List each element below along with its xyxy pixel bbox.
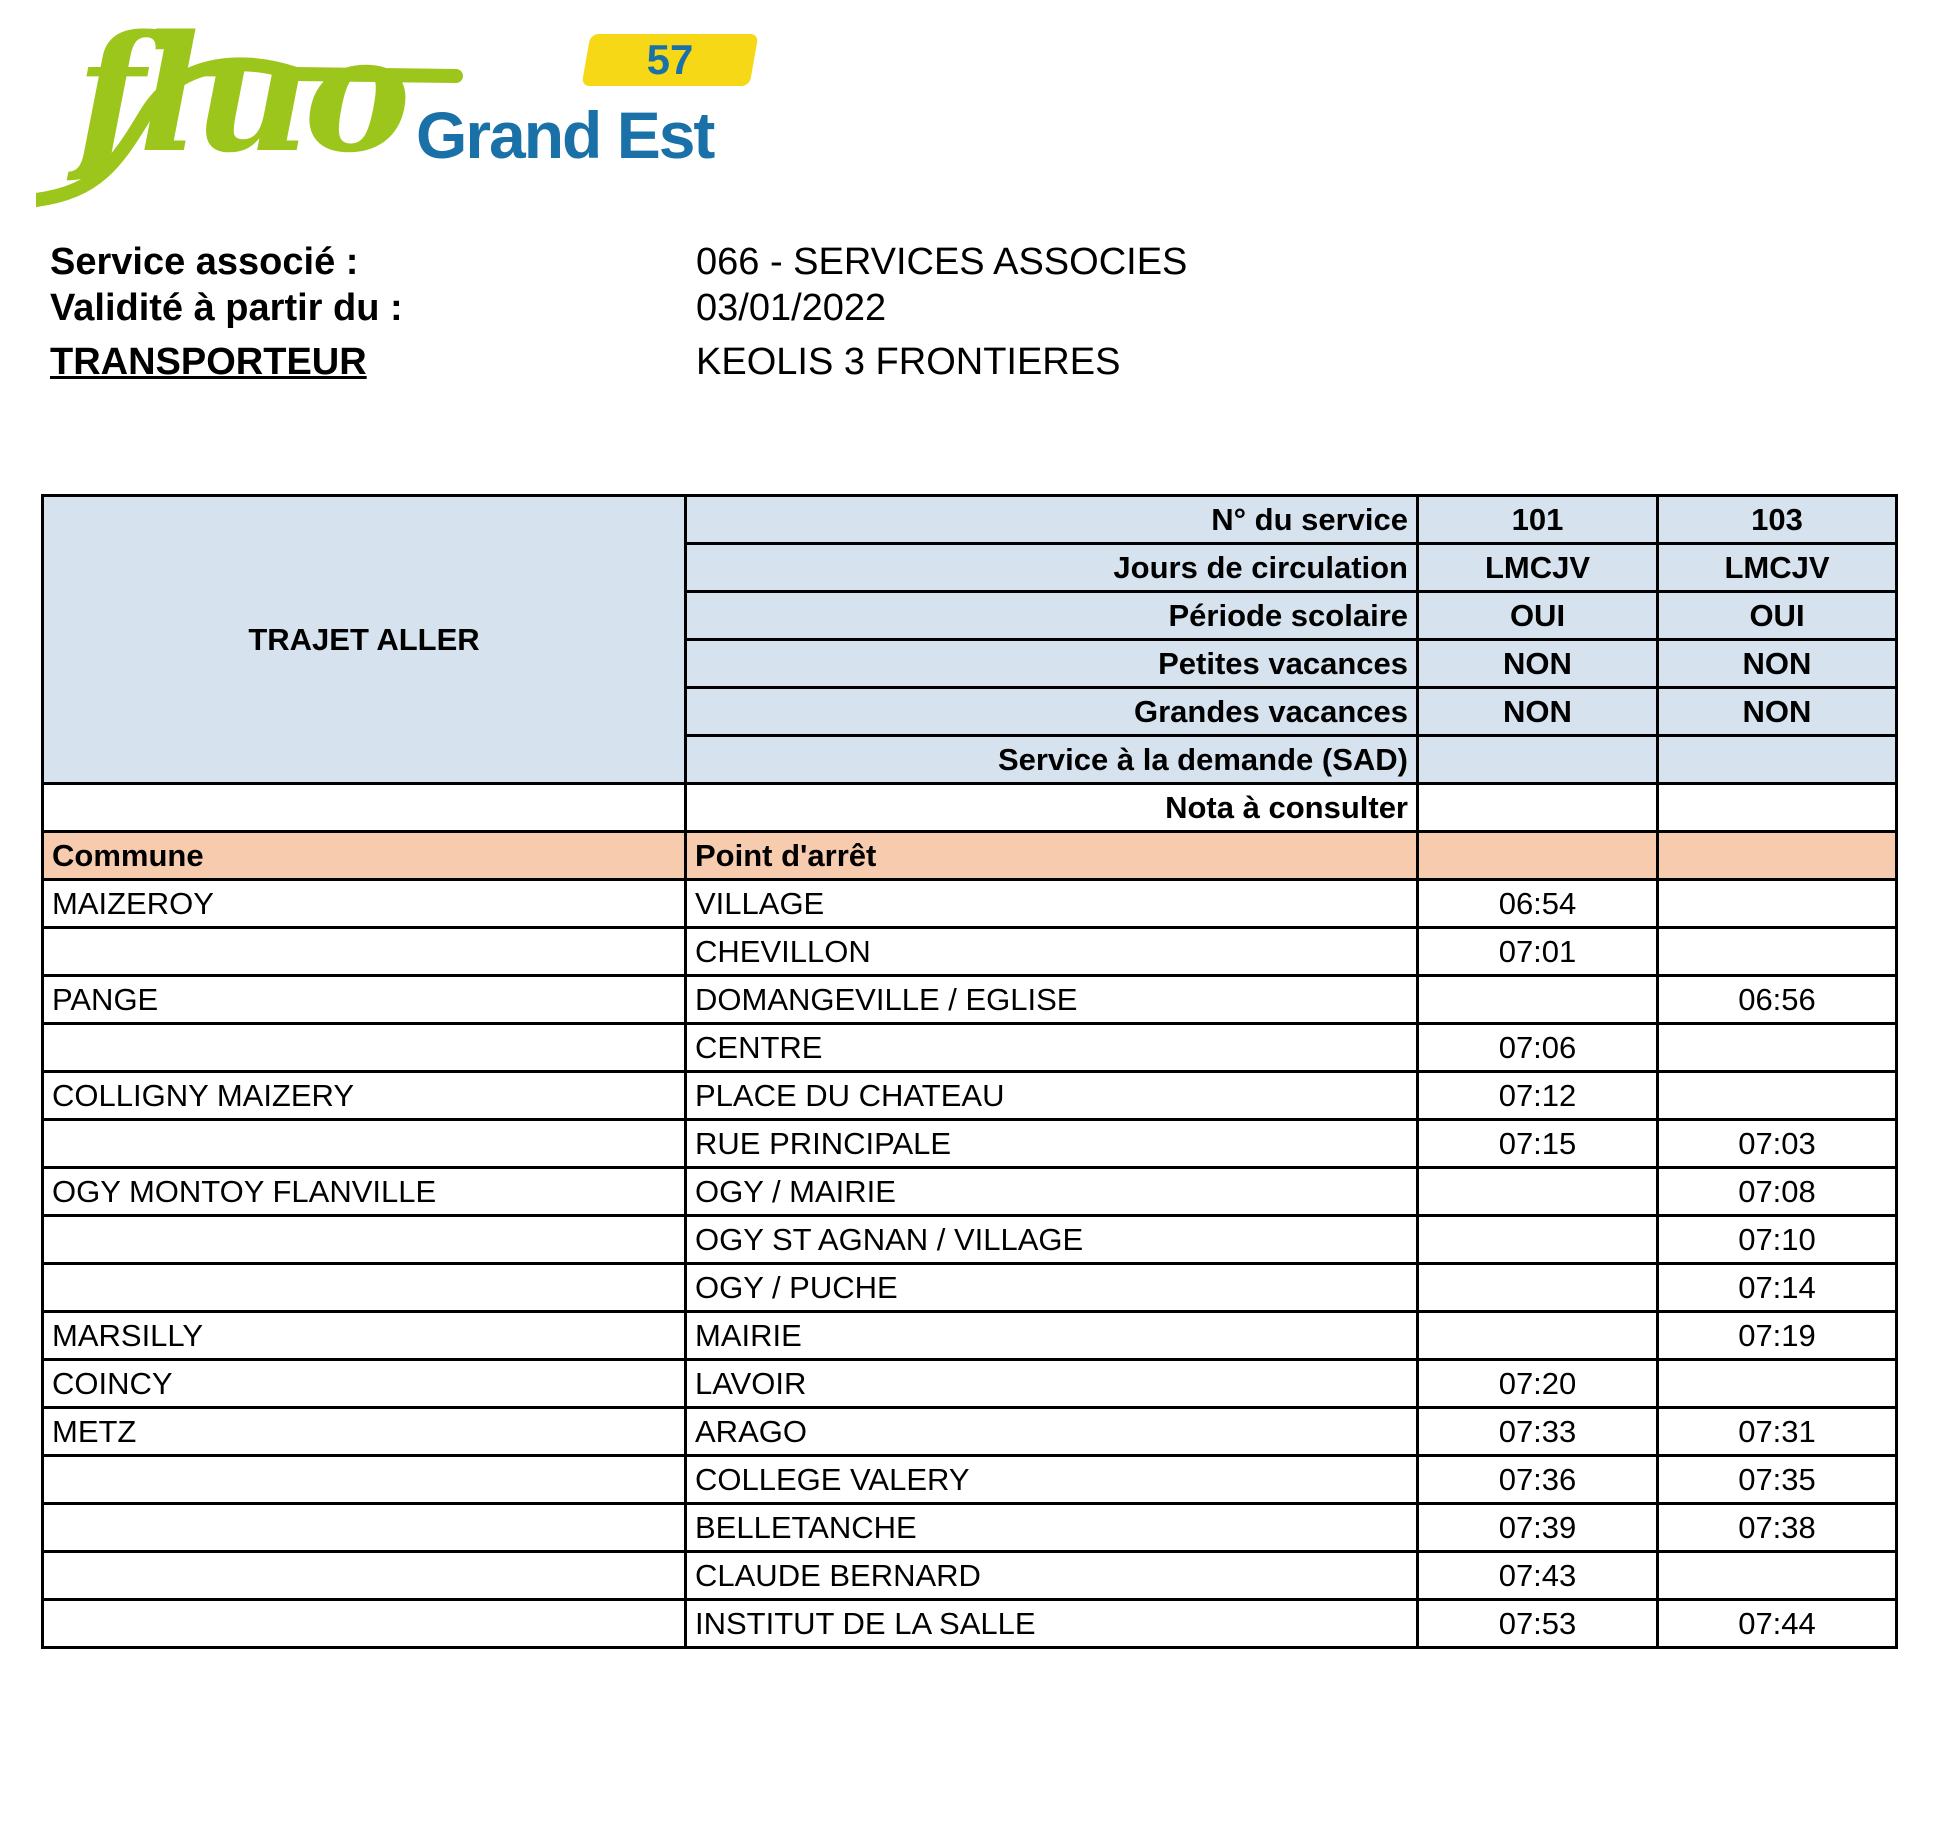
time-103-cell bbox=[1658, 928, 1897, 976]
nota-value-103 bbox=[1658, 784, 1897, 832]
time-101-cell: 07:15 bbox=[1418, 1120, 1658, 1168]
time-103-cell bbox=[1658, 1552, 1897, 1600]
time-103-cell bbox=[1658, 880, 1897, 928]
arret-cell: RUE PRINCIPALE bbox=[686, 1120, 1418, 1168]
time-103-cell: 07:38 bbox=[1658, 1504, 1897, 1552]
time-101-cell bbox=[1418, 1216, 1658, 1264]
transporteur-value: KEOLIS 3 FRONTIERES bbox=[696, 341, 1121, 383]
arret-cell: OGY ST AGNAN / VILLAGE bbox=[686, 1216, 1418, 1264]
commune-cell: METZ bbox=[43, 1408, 686, 1456]
header-value-103: NON bbox=[1658, 640, 1897, 688]
table-row bbox=[43, 1168, 1897, 1216]
commune-cell: MAIZEROY bbox=[43, 880, 686, 928]
fluo-grand-est-logo bbox=[36, 0, 736, 214]
header-value-103 bbox=[1658, 736, 1897, 784]
time-101-cell bbox=[1418, 1312, 1658, 1360]
commune-cell bbox=[43, 1600, 686, 1648]
time-101-cell bbox=[1418, 1168, 1658, 1216]
arret-cell: OGY / MAIRIE bbox=[686, 1168, 1418, 1216]
arret-cell: DOMANGEVILLE / EGLISE bbox=[686, 976, 1418, 1024]
commune-cell bbox=[43, 1552, 686, 1600]
table-row bbox=[43, 1216, 1897, 1264]
logo-grand-est-text: Grand Est bbox=[416, 98, 714, 172]
column-header-103 bbox=[1658, 832, 1897, 880]
commune-cell: MARSILLY bbox=[43, 1312, 686, 1360]
time-101-cell: 07:01 bbox=[1418, 928, 1658, 976]
trajet-cell: TRAJET ALLER bbox=[43, 496, 686, 784]
arret-cell: MAIRIE bbox=[686, 1312, 1418, 1360]
table-row bbox=[43, 1408, 1897, 1456]
time-103-cell: 07:31 bbox=[1658, 1408, 1897, 1456]
commune-cell bbox=[43, 928, 686, 976]
column-header-101 bbox=[1418, 832, 1658, 880]
time-103-cell: 06:56 bbox=[1658, 976, 1897, 1024]
time-101-cell: 07:20 bbox=[1418, 1360, 1658, 1408]
table-row bbox=[43, 1504, 1897, 1552]
header-value-101: LMCJV bbox=[1418, 544, 1658, 592]
header-row-service bbox=[43, 496, 1897, 544]
nota-row bbox=[43, 784, 1897, 832]
header-value-101: NON bbox=[1418, 688, 1658, 736]
header-value-101 bbox=[1418, 736, 1658, 784]
arret-cell: OGY / PUCHE bbox=[686, 1264, 1418, 1312]
header-value-101: 101 bbox=[1418, 496, 1658, 544]
commune-header: Commune bbox=[43, 832, 686, 880]
arret-header: Point d'arrêt bbox=[686, 832, 1418, 880]
arret-cell: VILLAGE bbox=[686, 880, 1418, 928]
table-row bbox=[43, 1264, 1897, 1312]
logo-fluo-text: fluo bbox=[76, 0, 405, 188]
nota-empty-cell bbox=[43, 784, 686, 832]
commune-cell: COLLIGNY MAIZERY bbox=[43, 1072, 686, 1120]
nota-value-101 bbox=[1418, 784, 1658, 832]
time-103-cell: 07:08 bbox=[1658, 1168, 1897, 1216]
arret-cell: BELLETANCHE bbox=[686, 1504, 1418, 1552]
logo-badge-57: 57 bbox=[581, 34, 758, 86]
header-label: Petites vacances bbox=[686, 640, 1418, 688]
header-value-103: NON bbox=[1658, 688, 1897, 736]
time-101-cell: 07:53 bbox=[1418, 1600, 1658, 1648]
time-101-cell bbox=[1418, 1264, 1658, 1312]
time-101-cell: 06:54 bbox=[1418, 880, 1658, 928]
commune-cell: OGY MONTOY FLANVILLE bbox=[43, 1168, 686, 1216]
time-101-cell: 07:36 bbox=[1418, 1456, 1658, 1504]
commune-cell bbox=[43, 1264, 686, 1312]
header-label: Jours de circulation bbox=[686, 544, 1418, 592]
header-label: Service à la demande (SAD) bbox=[686, 736, 1418, 784]
header-value-101: OUI bbox=[1418, 592, 1658, 640]
commune-cell bbox=[43, 1024, 686, 1072]
service-value: 066 - SERVICES ASSOCIES bbox=[696, 241, 1188, 283]
time-101-cell: 07:39 bbox=[1418, 1504, 1658, 1552]
table-row bbox=[43, 976, 1897, 1024]
table-row bbox=[43, 1072, 1897, 1120]
commune-cell: PANGE bbox=[43, 976, 686, 1024]
header-value-103: OUI bbox=[1658, 592, 1897, 640]
timetable bbox=[41, 494, 1898, 1649]
table-row bbox=[43, 1312, 1897, 1360]
time-101-cell: 07:06 bbox=[1418, 1024, 1658, 1072]
table-row bbox=[43, 1120, 1897, 1168]
time-103-cell: 07:35 bbox=[1658, 1456, 1897, 1504]
arret-cell: CHEVILLON bbox=[686, 928, 1418, 976]
table-row bbox=[43, 1552, 1897, 1600]
arret-cell: PLACE DU CHATEAU bbox=[686, 1072, 1418, 1120]
time-103-cell bbox=[1658, 1024, 1897, 1072]
time-103-cell: 07:19 bbox=[1658, 1312, 1897, 1360]
header-value-103: 103 bbox=[1658, 496, 1897, 544]
time-103-cell bbox=[1658, 1072, 1897, 1120]
time-103-cell: 07:14 bbox=[1658, 1264, 1897, 1312]
commune-cell bbox=[43, 1120, 686, 1168]
header-label: N° du service bbox=[686, 496, 1418, 544]
table-row bbox=[43, 880, 1897, 928]
commune-cell bbox=[43, 1456, 686, 1504]
validite-value: 03/01/2022 bbox=[696, 287, 887, 329]
table-row bbox=[43, 928, 1897, 976]
arret-cell: LAVOIR bbox=[686, 1360, 1418, 1408]
arret-cell: INSTITUT DE LA SALLE bbox=[686, 1600, 1418, 1648]
time-101-cell: 07:33 bbox=[1418, 1408, 1658, 1456]
time-103-cell: 07:03 bbox=[1658, 1120, 1897, 1168]
nota-label: Nota à consulter bbox=[686, 784, 1418, 832]
arret-cell: COLLEGE VALERY bbox=[686, 1456, 1418, 1504]
arret-cell: CLAUDE BERNARD bbox=[686, 1552, 1418, 1600]
table-row bbox=[43, 1360, 1897, 1408]
time-101-cell bbox=[1418, 976, 1658, 1024]
header-value-101: NON bbox=[1418, 640, 1658, 688]
commune-cell bbox=[43, 1216, 686, 1264]
time-103-cell: 07:44 bbox=[1658, 1600, 1897, 1648]
service-label: Service associé : bbox=[50, 241, 359, 283]
time-103-cell bbox=[1658, 1360, 1897, 1408]
header-label: Période scolaire bbox=[686, 592, 1418, 640]
time-103-cell: 07:10 bbox=[1658, 1216, 1897, 1264]
time-101-cell: 07:43 bbox=[1418, 1552, 1658, 1600]
header-value-103: LMCJV bbox=[1658, 544, 1897, 592]
transporteur-label: TRANSPORTEUR bbox=[50, 341, 367, 383]
arret-cell: ARAGO bbox=[686, 1408, 1418, 1456]
arret-cell: CENTRE bbox=[686, 1024, 1418, 1072]
table-row bbox=[43, 1600, 1897, 1648]
table-row bbox=[43, 1456, 1897, 1504]
time-101-cell: 07:12 bbox=[1418, 1072, 1658, 1120]
column-header-row bbox=[43, 832, 1897, 880]
validite-label: Validité à partir du : bbox=[50, 287, 403, 329]
header-label: Grandes vacances bbox=[686, 688, 1418, 736]
table-row bbox=[43, 1024, 1897, 1072]
commune-cell bbox=[43, 1504, 686, 1552]
commune-cell: COINCY bbox=[43, 1360, 686, 1408]
